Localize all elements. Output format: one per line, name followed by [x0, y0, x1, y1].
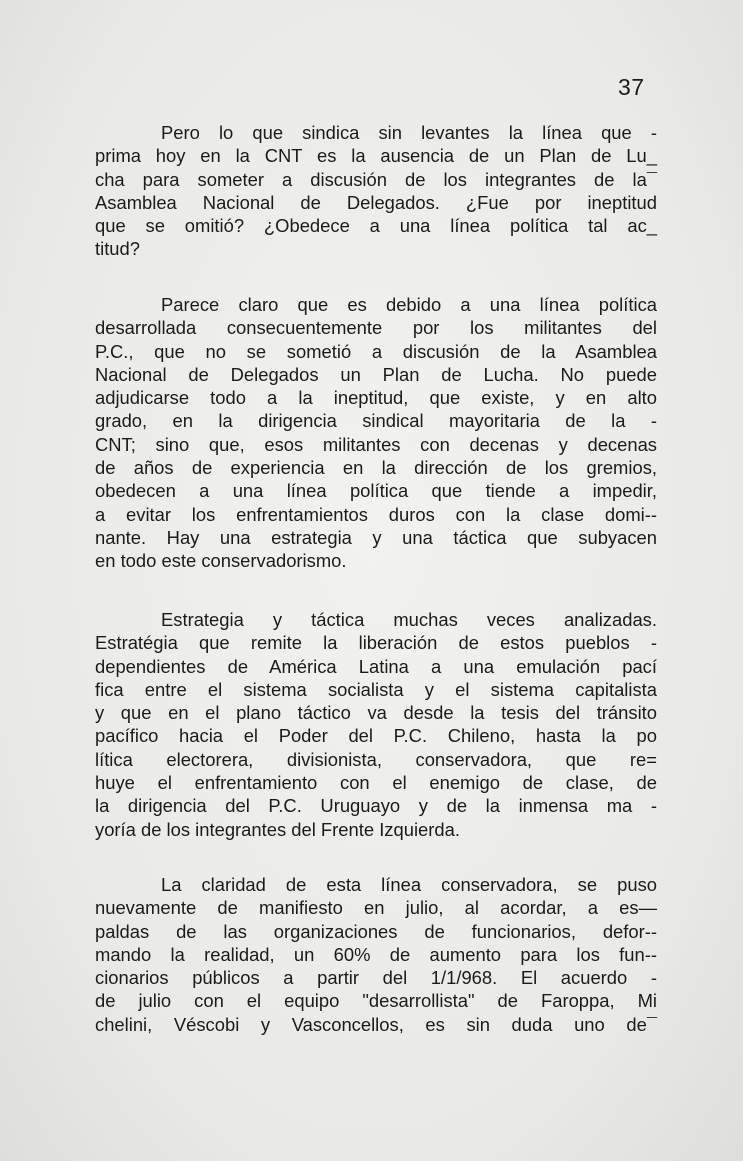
text-line: Parece claro que es debido a una línea política — [161, 294, 657, 315]
text-line: yoría de los integrantes del Frente Izquierda. — [95, 818, 460, 840]
text-line: que se omitió? ¿Obedece a una línea política tal ac_ — [95, 215, 657, 237]
text-line: Asamblea Nacional de Delegados. ¿Fue por ineptitud — [95, 191, 657, 213]
text-line: grado, en la dirigencia sindical mayoritaria de la - — [95, 410, 657, 432]
text-line: de años de experiencia en la dirección de los gremios, — [95, 457, 657, 479]
text-line: de julio con el equipo "desarrollista" de Faroppa, Mi — [95, 990, 657, 1012]
paragraph-4 — [95, 873, 657, 1036]
paragraph-3 — [95, 608, 657, 841]
text-line: dependientes de América Latina a una emulación pací — [95, 655, 657, 677]
text-line: adjudicarse todo a la ineptitud, que existe, y en alto — [95, 387, 657, 409]
text-line: Estratégia que remite la liberación de estos pueblos - — [95, 632, 657, 654]
page-number: 37 — [618, 74, 645, 100]
paragraph-2 — [95, 293, 657, 573]
text-line: titud? — [95, 238, 140, 260]
text-line: La claridad de esta línea conservadora, se puso — [161, 874, 657, 895]
paragraph-1 — [95, 121, 657, 261]
text-line: CNT; sino que, esos militantes con decenas y decenas — [95, 433, 657, 455]
text-line: prima hoy en la CNT es la ausencia de un Plan de Lu_ — [95, 145, 657, 167]
text-line: nuevamente de manifiesto en julio, al acordar, a es— — [95, 897, 657, 919]
text-line: mando la realidad, un 60% de aumento para los fun-- — [95, 943, 657, 965]
text-line: Pero lo que sindica sin levantes la línea que - — [161, 122, 657, 143]
text-line: lítica electorera, divisionista, conservadora, que re= — [95, 748, 657, 770]
text-line: nante. Hay una estrategia y una táctica que subyacen — [95, 526, 657, 548]
text-line: cionarios públicos a partir del 1/1/968. El acuerdo - — [95, 967, 657, 989]
text-line: la dirigencia del P.C. Uruguayo y de la inmensa ma - — [95, 795, 657, 817]
text-line: Estrategia y táctica muchas veces analizadas. — [161, 609, 657, 630]
text-line: obedecen a una línea política que tiende a impedir, — [95, 480, 657, 502]
text-line: huye el enfrentamiento con el enemigo de clase, de — [95, 772, 657, 794]
text-line: a evitar los enfrentamientos duros con la clase domi-- — [95, 503, 657, 525]
text-line: cha para someter a discusión de los integrantes de la¯ — [95, 168, 657, 190]
text-line: desarrollada consecuentemente por los militantes del — [95, 317, 657, 339]
text-line: chelini, Véscobi y Vasconcellos, es sin duda uno de¯ — [95, 1013, 657, 1035]
text-line: Nacional de Delegados un Plan de Lucha. No puede — [95, 363, 657, 385]
text-line: y que en el plano táctico va desde la tesis del tránsito — [95, 702, 657, 724]
text-line: en todo este conservadorismo. — [95, 550, 347, 572]
text-line: P.C., que no se sometió a discusión de la Asamblea — [95, 340, 657, 362]
text-line: pacífico hacia el Poder del P.C. Chileno, hasta la po — [95, 725, 657, 747]
text-line: fica entre el sistema socialista y el sistema capitalista — [95, 678, 657, 700]
text-line: paldas de las organizaciones de funcionarios, defor-- — [95, 920, 657, 942]
